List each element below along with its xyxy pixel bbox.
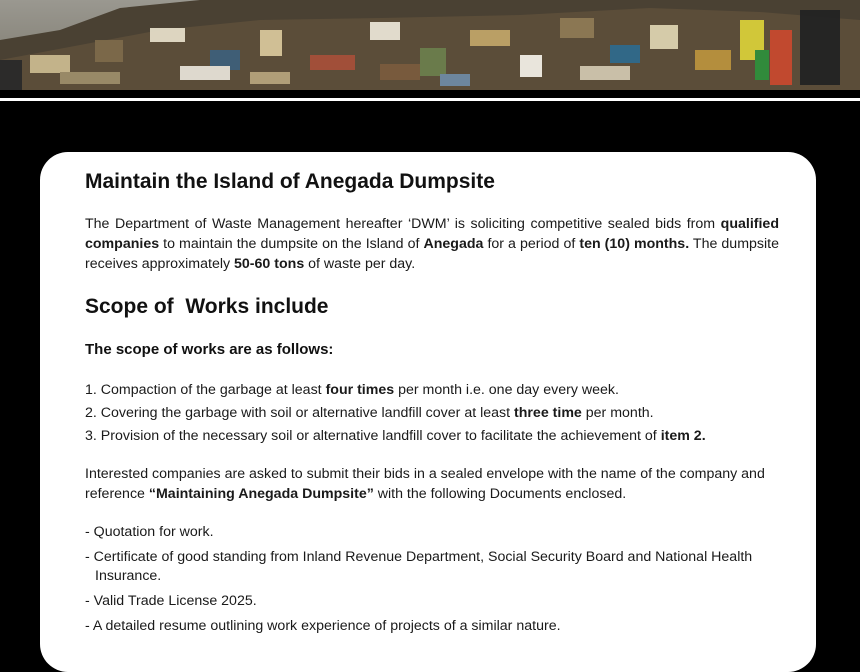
hero-image-garbage-pile bbox=[0, 0, 860, 90]
document-item: - Valid Trade License 2025. bbox=[85, 593, 257, 609]
hero-divider-line bbox=[0, 98, 860, 101]
scope-item bbox=[85, 380, 706, 403]
document-item: - A detailed resume outlining work experience of projects of a similar nature. bbox=[85, 618, 561, 634]
intro-bold-anegada: Anegada bbox=[423, 236, 484, 252]
document-item: - Certificate of good standing from Inland Revenue Department, Social Security Board and National Health Insurance. bbox=[85, 549, 753, 584]
intro-text-1: The Department of Waste Management hereafter ‘DWM’ is soliciting competitive sealed bids from bbox=[85, 216, 721, 232]
submission-text-2: with the following Documents enclosed. bbox=[373, 485, 627, 502]
scope-item-text: 2. Covering the garbage with soil or alternative landfill cover at least bbox=[85, 405, 515, 421]
scope-item bbox=[85, 426, 706, 449]
intro-text-2: to maintain the dumpsite on the Island of bbox=[159, 236, 424, 252]
submission-reference: “Maintaining Anegada Dumpsite” bbox=[148, 485, 374, 502]
submission-text-1: Interested companies are asked to submit their bids in a sealed envelope with the name of the company and reference bbox=[85, 466, 765, 502]
scope-item-bold: three time bbox=[514, 405, 582, 421]
scope-item-bold: four times bbox=[325, 382, 395, 398]
scope-item-text: 1. Compaction of the garbage at least bbox=[85, 382, 326, 398]
intro-bold-period: ten (10) months. bbox=[579, 236, 690, 252]
scope-subheading: The scope of works are as follows: bbox=[85, 341, 334, 358]
scope-works-list bbox=[85, 380, 706, 449]
scope-item-text: 3. Provision of the necessary soil or alternative landfill cover to facilitate the achievement of bbox=[85, 428, 661, 444]
document-item: - Quotation for work. bbox=[85, 524, 214, 540]
scope-heading: Scope of Works include bbox=[85, 295, 329, 318]
garbage-pile-illustration bbox=[0, 0, 860, 90]
scope-item-text: per month. bbox=[581, 405, 654, 421]
submission-paragraph bbox=[85, 465, 785, 504]
intro-bold-tonnage: 50-60 tons bbox=[234, 256, 305, 272]
scope-item-text: per month i.e. one day every week. bbox=[394, 382, 619, 398]
required-documents-list bbox=[85, 523, 795, 642]
scope-item-bold: item 2. bbox=[660, 428, 706, 444]
intro-text-4: The dumpsite receives approximately bbox=[85, 236, 779, 272]
page-title: Maintain the Island of Anegada Dumpsite bbox=[85, 170, 495, 193]
intro-paragraph bbox=[85, 214, 779, 274]
intro-text-3: for a period of bbox=[483, 236, 580, 252]
scope-item bbox=[85, 403, 706, 426]
intro-text-5: of waste per day. bbox=[304, 256, 416, 272]
intro-bold-qualified: qualified companies bbox=[85, 216, 779, 252]
